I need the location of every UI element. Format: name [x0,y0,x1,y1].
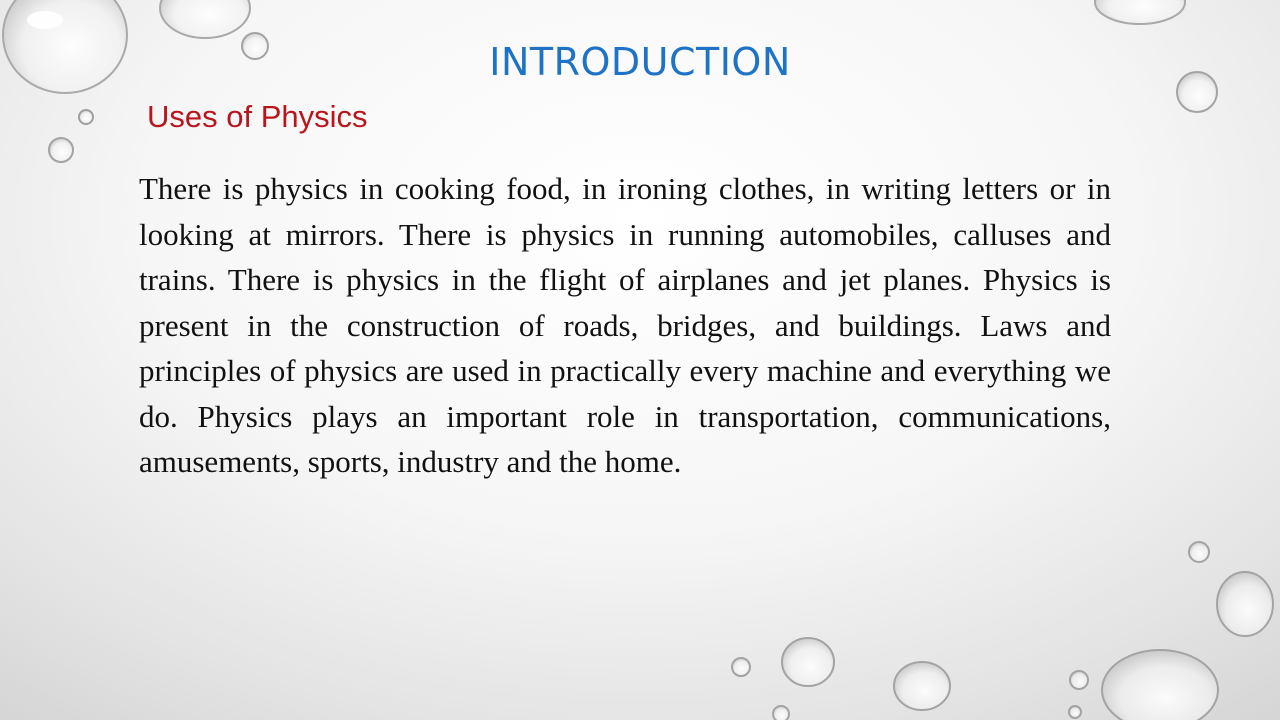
water-droplet-icon [894,662,950,710]
slide-title: INTRODUCTION [489,40,791,84]
water-droplet-icon [49,138,73,162]
water-droplet-icon [773,706,789,720]
water-droplet-icon [1069,706,1081,718]
water-droplet-icon [79,110,93,124]
slide-subtitle: Uses of Physics [147,99,368,134]
water-droplet-icon [1102,650,1218,720]
water-droplet-icon [1217,572,1273,636]
water-droplet-icon [732,658,750,676]
water-droplet-icon [1095,0,1185,24]
water-droplet-icon [1189,542,1209,562]
slide-body-text: There is physics in cooking food, in ironing clothes, in writing letters or in looking at mirrors. There is physics in running automobiles, calluses and trains. There is physics in the flight of airplanes and jet planes. Physics is present in the construction of roads, bridges, and buildings. Laws and principles of physics are used in practically every machine and everything we do. Physics plays an important role in transportation, communications, amusements, sports, industry and the home. [139,171,1111,479]
water-droplet-icon [782,638,834,686]
water-droplet-icon [1070,671,1088,689]
water-droplet-icon [160,0,250,38]
